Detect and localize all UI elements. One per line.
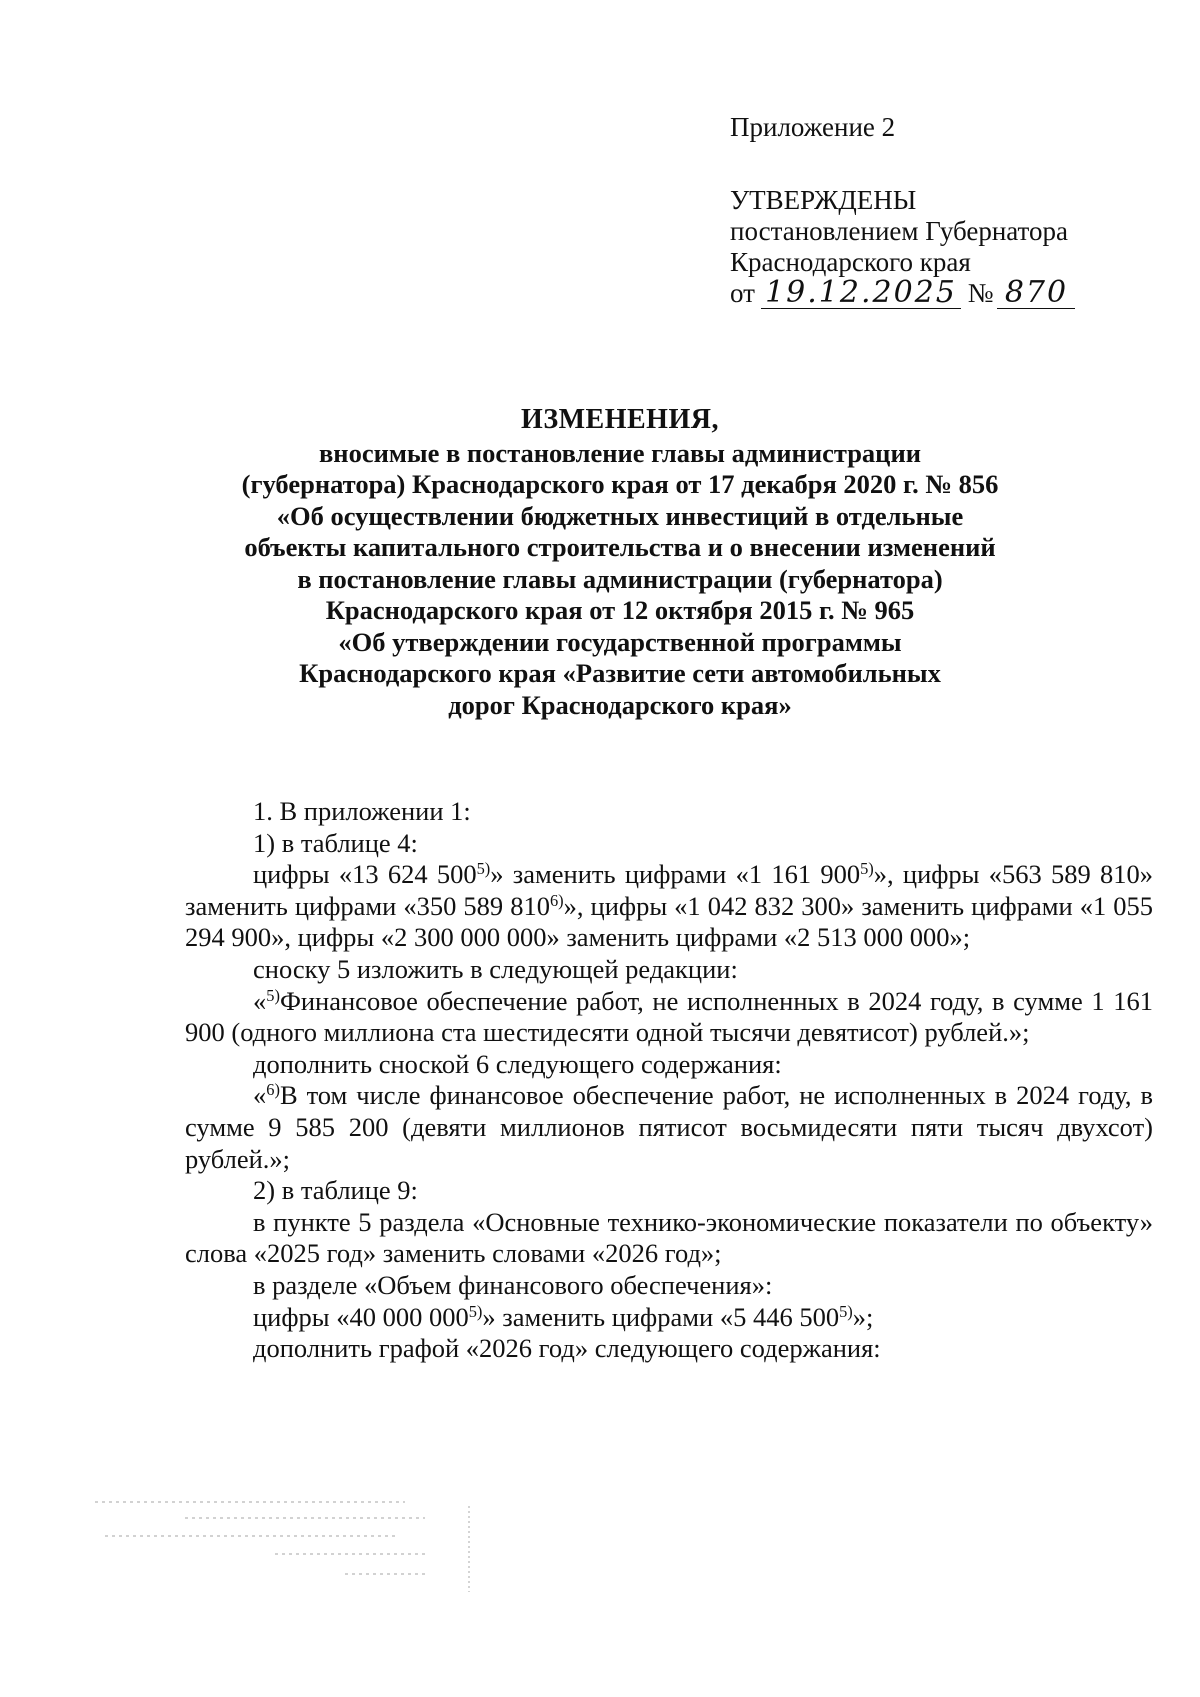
approved-by-line: постановлением Губернатора bbox=[730, 216, 1068, 246]
title-line: (губернатора) Краснодарского края от 17 декабря 2020 г. № 856 bbox=[241, 469, 999, 499]
paragraph-financing-section: в разделе «Объем финансового обеспечения»: bbox=[253, 1269, 773, 1300]
approval-date-line bbox=[730, 275, 1075, 310]
paragraph-footnote-6-intro: дополнить сноской 6 следующего содержания: bbox=[253, 1048, 782, 1079]
faint-stamp-artifact bbox=[95, 1488, 515, 1608]
paragraph-section-1: 1. В приложении 1: bbox=[253, 796, 471, 826]
title-heading: ИЗМЕНЕНИЯ, bbox=[521, 404, 719, 435]
title-line: «Об утверждении государственной программы bbox=[338, 626, 902, 657]
annex-label: Приложение 2 bbox=[730, 112, 896, 142]
title-line: объекты капитального строительства и о внесении изменений bbox=[244, 532, 996, 562]
paragraph-footnote-5-intro: сноску 5 изложить в следующей редакции: bbox=[253, 953, 738, 984]
number-sign: № bbox=[967, 278, 994, 308]
handwritten-number: 870 bbox=[997, 278, 1075, 309]
title-line: «Об осуществлении бюджетных инвестиций в отдельные bbox=[276, 500, 964, 531]
paragraph-footnote-5-text bbox=[185, 986, 1153, 1049]
text-run: « bbox=[253, 1080, 267, 1111]
title-line: Краснодарского края от 12 октября 2015 г. № 965 bbox=[325, 595, 915, 625]
footnote-ref: 6) bbox=[549, 890, 564, 910]
paragraph-table-4: 1) в таблице 4: bbox=[253, 827, 418, 858]
footnote-ref: 5) bbox=[468, 1301, 483, 1321]
title-line: вносимые в постановление главы администрации bbox=[318, 437, 921, 468]
footnote-ref: 5) bbox=[860, 859, 874, 879]
text-run: » заменить цифрами «5 446 500 bbox=[482, 1301, 840, 1332]
paragraph-add-column-2026: дополнить графой «2026 год» следующего содержания: bbox=[253, 1333, 881, 1364]
text-run: Финансовое обеспечение работ, не исполненных в 2024 году, в сумме 1 161 900 (одного миллиона ста шестидесяти одной тысячи девятисот) рублей.»; bbox=[185, 985, 1153, 1048]
footnote-ref: 6) bbox=[266, 1080, 280, 1100]
text-run: цифры «13 624 500 bbox=[253, 859, 477, 890]
text-run: цифры «40 000 000 bbox=[253, 1301, 469, 1332]
footnote-ref: 5) bbox=[476, 859, 491, 879]
text-run: » заменить цифрами «1 161 900 bbox=[490, 859, 861, 890]
text-run: », цифры «1 042 832 300» заменить цифрами «1 055 294 900», цифры «2 300 000 000» заменить цифрами «2 513 000 000»; bbox=[185, 890, 1153, 953]
paragraph-financing-figures bbox=[185, 1302, 1153, 1334]
title-line: дорог Краснодарского края» bbox=[448, 689, 792, 720]
approved-label: УТВЕРЖДЕНЫ bbox=[730, 185, 917, 215]
paragraph-footnote-6-text bbox=[185, 1080, 1153, 1175]
handwritten-date: 19.12.2025 bbox=[761, 278, 961, 309]
document-body bbox=[185, 796, 1153, 1365]
approval-block bbox=[730, 112, 1075, 309]
paragraph-table-9-item-5: в пункте 5 раздела «Основные технико-экономические показатели по объекту» слова «2025 год» заменить словами «2026 год»; bbox=[185, 1206, 1153, 1269]
text-run: В том числе финансовое обеспечение работ, не исполненных в 2024 году, в сумме 9 585 200 (девяти миллионов пятисот восьмидесяти пяти тысяч двухсот) рублей.»; bbox=[185, 1080, 1153, 1174]
footnote-ref: 5) bbox=[266, 985, 280, 1005]
date-prefix: от bbox=[730, 278, 755, 308]
title-line: Краснодарского края «Развитие сети автомобильных bbox=[299, 658, 941, 688]
approved-region-line: Краснодарского края bbox=[730, 247, 971, 277]
footnote-ref: 5) bbox=[839, 1301, 853, 1321]
title-line: в постановление главы администрации (губернатора) bbox=[297, 563, 943, 594]
paragraph-table-4-figures bbox=[185, 859, 1153, 954]
paragraph-table-9: 2) в таблице 9: bbox=[253, 1175, 418, 1206]
text-run: « bbox=[253, 985, 267, 1016]
text-run: », цифры «563 589 810» заменить цифрами «350 589 810 bbox=[185, 859, 1153, 921]
document-title bbox=[180, 404, 1060, 721]
text-run: »; bbox=[852, 1301, 874, 1332]
